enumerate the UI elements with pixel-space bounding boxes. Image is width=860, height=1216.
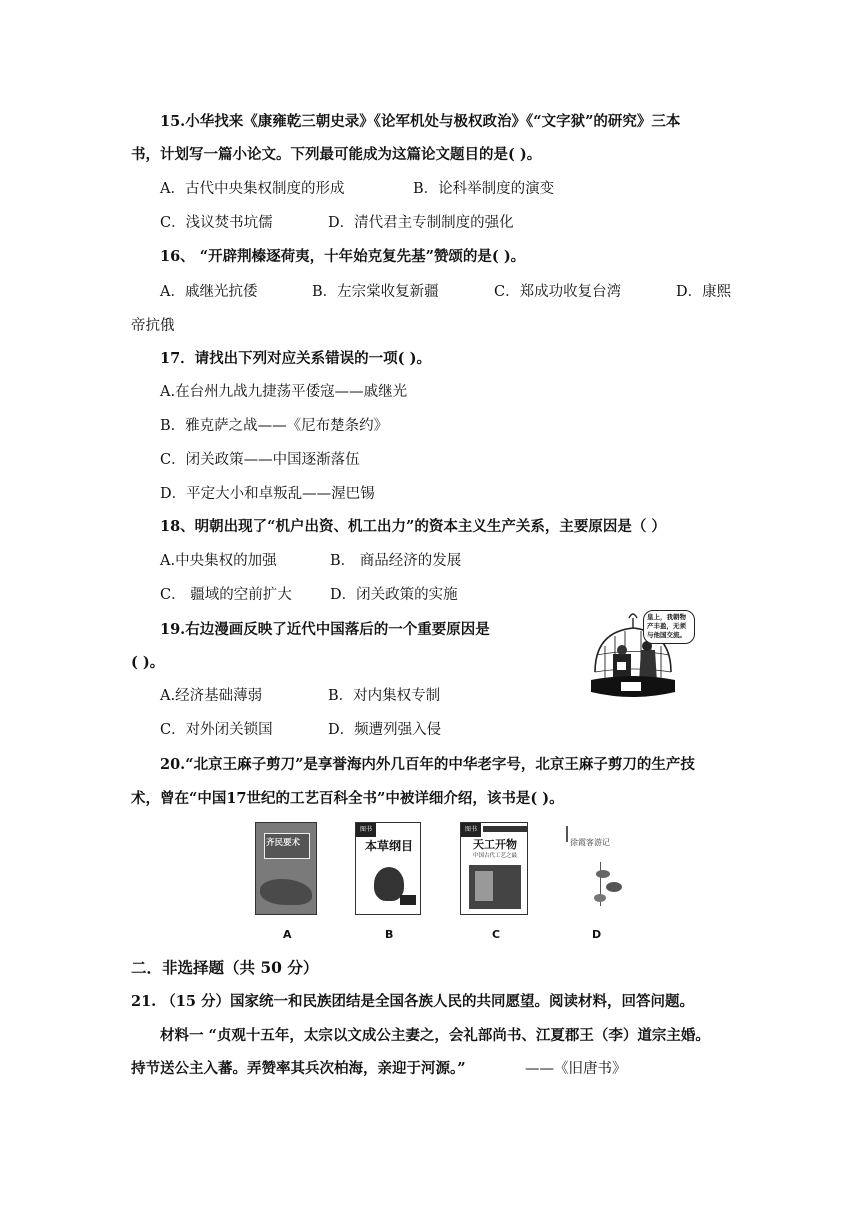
q19-stem-line1: 19.右边漫画反映了近代中国落后的一个重要原因是 xyxy=(160,621,490,638)
q15-option-b: B．论科举制度的演变 xyxy=(413,181,555,197)
q15-stem-line2: 书，计划写一篇小论文。下列最可能成为这篇论文题目的是( )。 xyxy=(131,146,542,163)
q16-option-b: B．左宗棠收复新疆 xyxy=(312,284,439,300)
book-cover-c xyxy=(460,822,528,915)
cartoon-speech-bubble xyxy=(643,610,695,644)
book-b-caption: B xyxy=(385,928,394,941)
q18-stem: 18、明朝出现了“机户出资、机工出力”的资本主义生产关系，主要原因是（ ） xyxy=(160,518,666,535)
q21-material1-line1: 材料一 “贞观十五年，太宗以文成公主妻之，会礼部尚书、江夏郡王（李）道宗主婚。 xyxy=(160,1027,710,1044)
q17-option-c: C．闭关政策——中国逐渐落伍 xyxy=(160,452,360,468)
book-a-caption: A xyxy=(283,928,292,941)
book-d-caption: D xyxy=(592,928,602,941)
q19-option-b: B．对内集权专制 xyxy=(328,688,441,704)
q17-option-a: A.在台州九战九捷荡平倭寇——戚继光 xyxy=(160,384,408,400)
q18-option-a: A.中央集权的加强 xyxy=(160,553,277,569)
section-heading: 二．非选择题（共 50 分） xyxy=(131,958,319,977)
book-c-badge: 图书 xyxy=(461,823,481,837)
cartoon-bubble-line2: 产丰盈，无须 xyxy=(647,622,686,630)
q15-option-d: D．清代君主专制制度的强化 xyxy=(328,215,514,231)
birdcage-cartoon xyxy=(585,610,695,705)
book-d-title: 徐霞客游记 xyxy=(570,838,610,847)
book-c-subtitle: 中国古代工艺之最 xyxy=(472,853,517,859)
book-cover-b xyxy=(355,822,421,915)
q15-stem-line1: 15.小华找来《康雍乾三朝史录》《论军机处与极权政治》《“文字狱”的研究》三本 xyxy=(160,113,681,130)
book-c-caption: C xyxy=(492,928,501,941)
book-cover-a xyxy=(255,822,317,915)
q19-option-d: D．频遭列强入侵 xyxy=(328,722,442,738)
q21-stem: 21. （15 分）国家统一和民族团结是全国各族人民的共同愿望。阅读材料，回答问题。 xyxy=(131,993,694,1010)
q16-option-a: A．戚继光抗倭 xyxy=(160,284,258,300)
q16-option-d: D．康熙 xyxy=(676,284,732,300)
book-cover-d xyxy=(566,822,628,915)
q19-option-a: A.经济基础薄弱 xyxy=(160,688,263,704)
q19-option-c: C．对外闭关锁国 xyxy=(160,722,273,738)
q16-option-c: C．郑成功收复台湾 xyxy=(494,284,622,300)
book-b-badge: 图书 xyxy=(356,823,376,837)
q17-option-b: B．雅克萨之战——《尼布楚条约》 xyxy=(160,418,389,434)
q17-option-d: D．平定大小和卓叛乱——渥巴锡 xyxy=(160,486,375,502)
q21-material1-source: ——《旧唐书》 xyxy=(525,1061,627,1077)
q17-stem: 17．请找出下列对应关系错误的一项( )。 xyxy=(160,350,431,367)
q18-option-b: B． 商品经济的发展 xyxy=(330,553,462,569)
q20-stem-line1: 20.“北京王麻子剪刀”是享誉海内外几百年的中华老字号，北京王麻子剪刀的生产技 xyxy=(160,756,695,773)
cartoon-bubble-line1: 皇上，我朝物 xyxy=(647,613,686,621)
cartoon-bubble-line3: 与他国交流。 xyxy=(647,631,686,639)
book-b-title: 本草纲目 xyxy=(364,839,413,853)
q16-stem: 16、 “开辟荆榛逐荷夷，十年始克复先基”赞颂的是( )。 xyxy=(160,248,526,265)
q15-option-a: A．古代中央集权制度的形成 xyxy=(160,181,345,197)
q18-option-d: D．闭关政策的实施 xyxy=(330,587,458,603)
q15-option-c: C．浅议焚书坑儒 xyxy=(160,215,273,231)
q20-stem-line2: 术，曾在“中国17世纪的工艺百科全书”中被详细介绍，该书是( )。 xyxy=(131,790,564,807)
q19-stem-line2: ( )。 xyxy=(131,654,165,671)
q16-option-d-cont: 帝抗俄 xyxy=(131,318,175,334)
book-c-title: 天工开物 xyxy=(473,838,517,851)
q18-option-c: C． 疆域的空前扩大 xyxy=(160,587,292,603)
q21-material1-line2: 持节送公主入蕃。弄赞率其兵次柏海，亲迎于河源。” xyxy=(131,1060,466,1077)
book-a-title: 齐民要术 xyxy=(266,838,301,848)
